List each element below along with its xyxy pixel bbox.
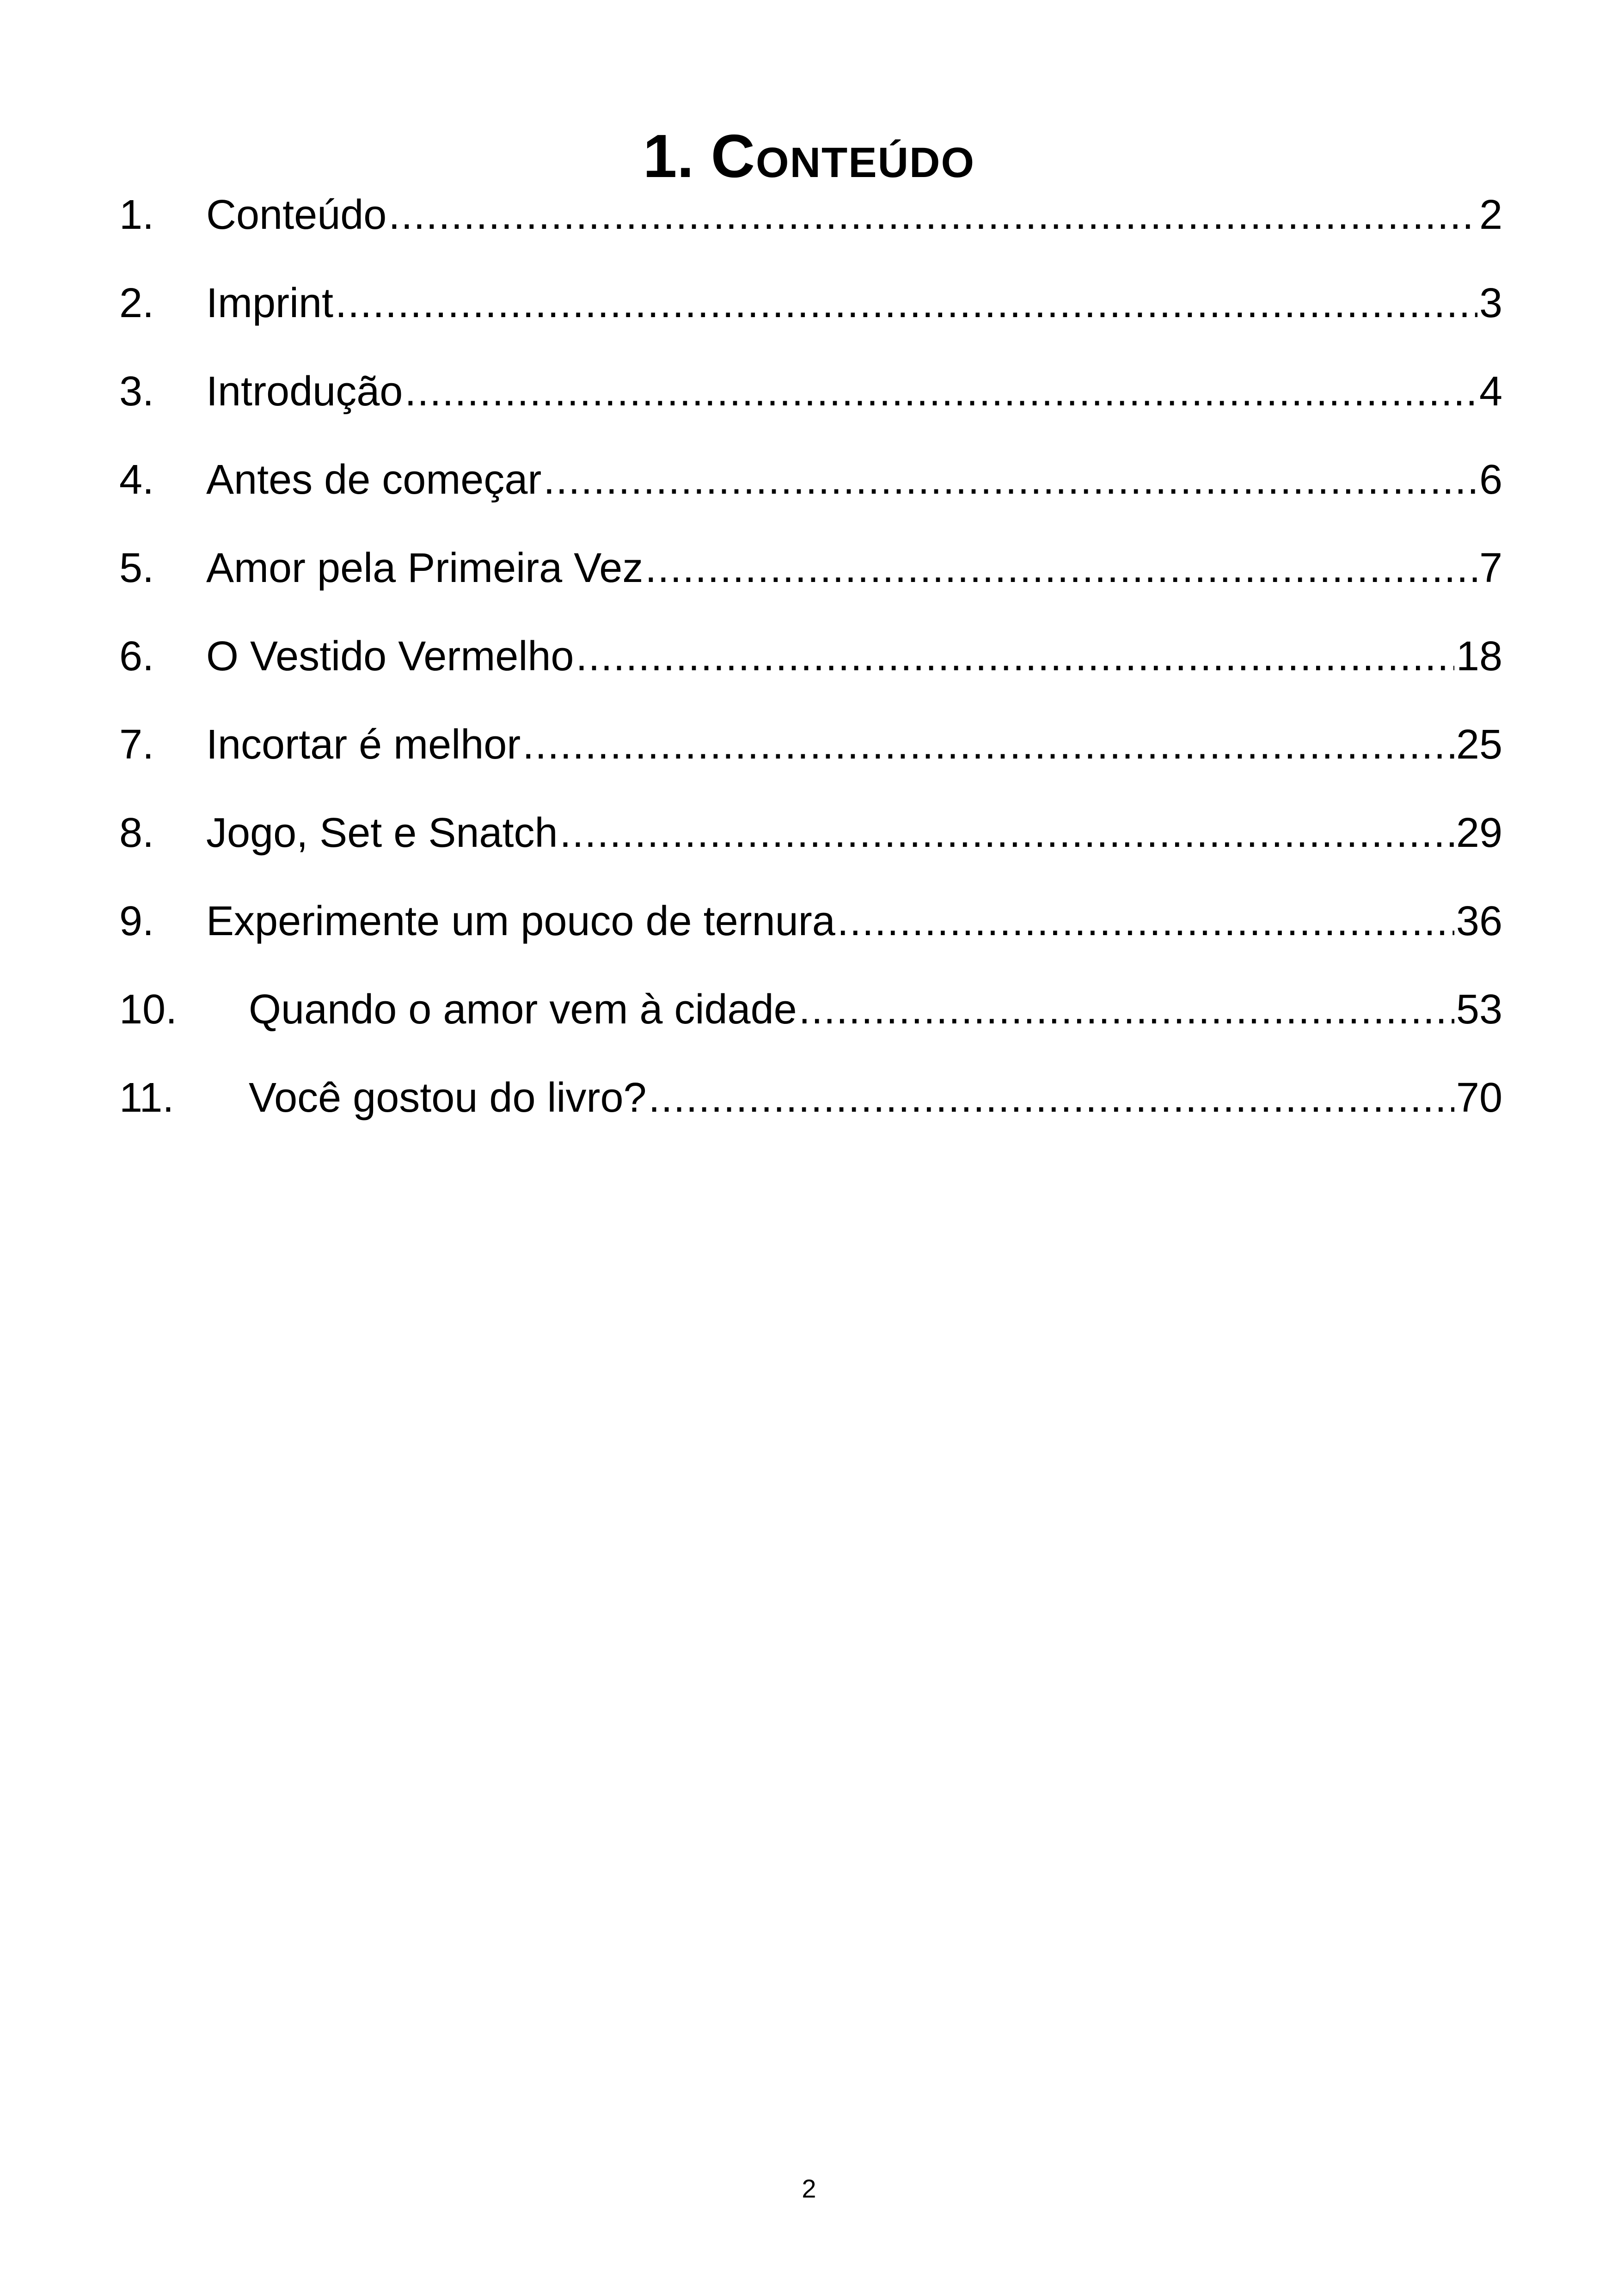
toc-entry[interactable] bbox=[119, 190, 1502, 278]
toc-entry-title: Conteúdo bbox=[206, 192, 387, 238]
toc-entry-title: Antes de começar bbox=[206, 457, 542, 503]
toc-entry-page: 53 bbox=[1456, 986, 1502, 1033]
toc-entry-number: 11. bbox=[119, 1075, 174, 1121]
toc-entry[interactable] bbox=[119, 984, 1502, 1072]
toc-entry-number: 9. bbox=[119, 898, 154, 944]
toc-entry[interactable] bbox=[119, 896, 1502, 984]
toc-dot-leader bbox=[645, 543, 1477, 594]
toc-dot-leader bbox=[388, 190, 1477, 240]
toc-entry-number: 3. bbox=[119, 368, 154, 415]
toc-entry-page: 25 bbox=[1456, 722, 1502, 768]
toc-entry-number: 2. bbox=[119, 280, 154, 326]
toc-dot-leader bbox=[799, 984, 1454, 1035]
toc-heading-text: Conteúdo bbox=[711, 122, 975, 190]
toc-entry-title: Experimente um pouco de ternura bbox=[206, 898, 835, 944]
toc-dot-leader bbox=[543, 454, 1477, 505]
toc-entry-page: 6 bbox=[1479, 457, 1502, 503]
toc-dot-leader bbox=[522, 719, 1454, 770]
toc-entry[interactable] bbox=[119, 366, 1502, 454]
toc-dot-leader bbox=[335, 278, 1477, 329]
toc-entry-title: Introdução bbox=[206, 368, 403, 415]
toc-entry-page: 4 bbox=[1479, 368, 1502, 415]
toc-entry-page: 29 bbox=[1456, 810, 1502, 856]
toc-dot-leader bbox=[560, 808, 1454, 858]
toc-entry-page: 70 bbox=[1456, 1075, 1502, 1121]
toc-entry-page: 3 bbox=[1479, 280, 1502, 326]
toc-heading bbox=[0, 119, 1618, 193]
toc-entry[interactable] bbox=[119, 719, 1502, 808]
toc-entry-page: 36 bbox=[1456, 898, 1502, 944]
toc-entry-title: Imprint bbox=[206, 280, 334, 326]
toc-entry[interactable] bbox=[119, 543, 1502, 631]
toc-entry-number: 8. bbox=[119, 810, 154, 856]
toc-entry-number: 4. bbox=[119, 457, 154, 503]
toc-entry-page: 18 bbox=[1456, 633, 1502, 680]
toc-entry-number: 5. bbox=[119, 545, 154, 591]
toc-entry[interactable] bbox=[119, 808, 1502, 896]
toc-entry[interactable] bbox=[119, 1072, 1502, 1161]
toc-entry-number: 1. bbox=[119, 192, 154, 238]
toc-entry[interactable] bbox=[119, 278, 1502, 366]
toc-entry-title: Quando o amor vem à cidade bbox=[249, 986, 797, 1033]
toc-dot-leader bbox=[837, 896, 1454, 947]
table-of-contents bbox=[119, 190, 1502, 1161]
page-number: 2 bbox=[802, 2174, 816, 2203]
toc-entry-page: 2 bbox=[1479, 192, 1502, 238]
toc-entry-title: Você gostou do livro? bbox=[249, 1075, 647, 1121]
toc-dot-leader bbox=[649, 1072, 1454, 1123]
toc-entry-title: Incortar é melhor bbox=[206, 722, 521, 768]
toc-entry-title: Amor pela Primeira Vez bbox=[206, 545, 644, 591]
toc-entry-number: 6. bbox=[119, 633, 154, 680]
toc-dot-leader bbox=[576, 631, 1454, 682]
toc-heading-number: 1. bbox=[643, 122, 694, 190]
toc-entry-title: O Vestido Vermelho bbox=[206, 633, 574, 680]
toc-entry-title: Jogo, Set e Snatch bbox=[206, 810, 558, 856]
toc-entry-page: 7 bbox=[1479, 545, 1502, 591]
toc-entry[interactable] bbox=[119, 631, 1502, 719]
toc-entry-number: 7. bbox=[119, 722, 154, 768]
toc-entry[interactable] bbox=[119, 454, 1502, 543]
toc-entry-number: 10. bbox=[119, 986, 178, 1033]
toc-dot-leader bbox=[404, 366, 1477, 417]
